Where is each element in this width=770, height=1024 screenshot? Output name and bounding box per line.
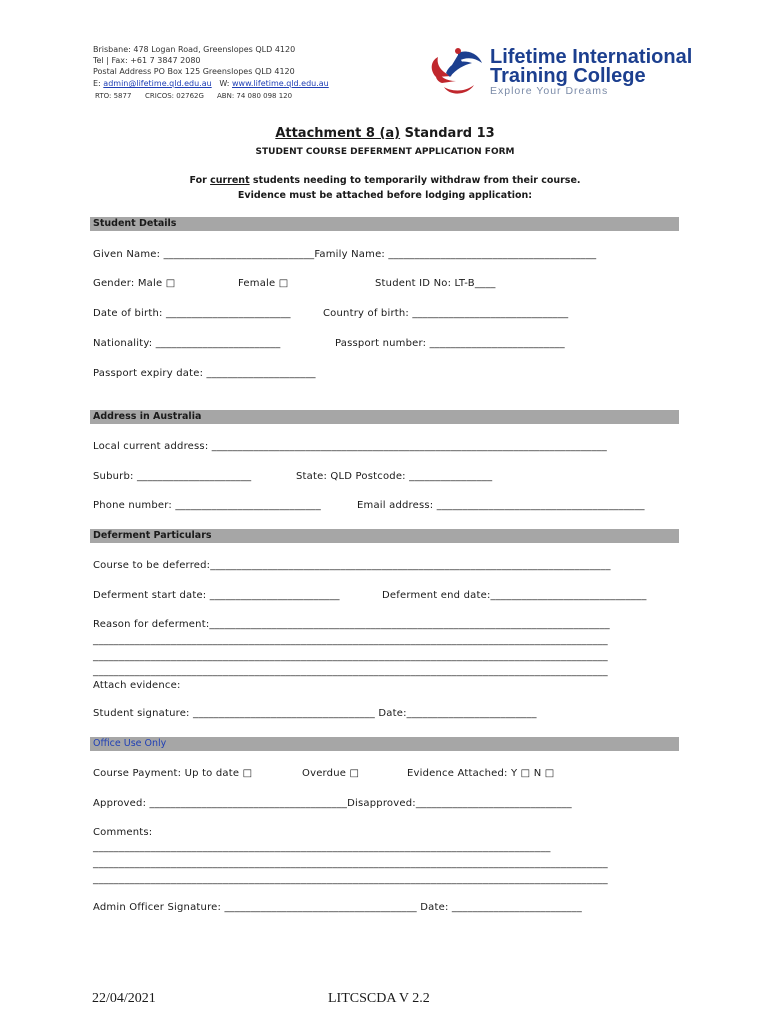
phone-fax: Tel | Fax: +61 7 3847 2080 xyxy=(93,56,201,65)
rto-number: RTO: 5877 xyxy=(95,92,132,100)
logo-name-line2: Training College xyxy=(490,65,646,87)
given-family-name-field[interactable]: Given Name: _____________________________Family Name: ________________________________________ xyxy=(93,249,597,260)
abn-number: ABN: 74 080 098 120 xyxy=(217,92,293,100)
website-link[interactable]: www.lifetime.qld.edu.au xyxy=(232,79,329,88)
deferment-start-field[interactable]: Deferment start date: _________________________ xyxy=(93,590,340,601)
instruction-suffix: students needing to temporarily withdraw from their course. xyxy=(249,175,581,186)
email-link[interactable]: admin@lifetime.qld.edu.au xyxy=(103,79,212,88)
section-student-details: Student Details xyxy=(90,217,679,231)
footer-version: LITCSCDA V 2.2 xyxy=(328,991,430,1006)
instruction-line-2: Evidence must be attached before lodging application: xyxy=(237,190,533,201)
comments-label: Comments: xyxy=(93,827,153,838)
postal-address: Postal Address PO Box 125 Greenslopes QLD 4120 xyxy=(93,67,295,76)
logo-name-line1: Lifetime International xyxy=(490,46,693,68)
cricos-number: CRICOS: 02762G xyxy=(145,92,204,100)
footer-date: 22/04/2021 xyxy=(92,991,156,1006)
payment-up-to-date-checkbox[interactable]: Course Payment: Up to date □ xyxy=(93,768,253,779)
comment-line[interactable]: ___________________________________________________________________________________________________ xyxy=(93,858,608,869)
reason-line[interactable]: ___________________________________________________________________________________________________ xyxy=(93,635,608,646)
attachment-label: Attachment 8 (a) xyxy=(275,126,401,141)
instruction-prefix: For xyxy=(189,175,211,186)
contact-links xyxy=(93,78,329,89)
college-logo-icon xyxy=(428,43,488,99)
payment-overdue-checkbox[interactable]: Overdue □ xyxy=(302,768,360,779)
logo-tagline: Explore Your Dreams xyxy=(490,85,609,97)
state-postcode-field[interactable]: State: QLD Postcode: ________________ xyxy=(296,471,493,482)
campus-address: Brisbane: 478 Logan Road, Greenslopes QLD 4120 xyxy=(93,45,296,54)
reason-line[interactable]: ___________________________________________________________________________________________________ xyxy=(93,651,608,662)
section-deferment: Deferment Particulars xyxy=(90,529,679,543)
web-prefix: W: xyxy=(219,79,232,88)
passport-number-field[interactable]: Passport number: __________________________ xyxy=(335,338,565,349)
form-subtitle: STUDENT COURSE DEFERMENT APPLICATION FORM xyxy=(255,147,515,157)
deferment-end-field[interactable]: Deferment end date:______________________________ xyxy=(382,590,647,601)
admin-signature-field[interactable]: Admin Officer Signature: _____________________________________ Date: _________________________ xyxy=(93,902,582,913)
country-of-birth-field[interactable]: Country of birth: ______________________________ xyxy=(323,308,569,319)
instruction-emphasis: current xyxy=(210,175,250,186)
date-of-birth-field[interactable]: Date of birth: ________________________ xyxy=(93,308,291,319)
comment-line[interactable]: ___________________________________________________________________________________________________ xyxy=(93,874,608,885)
gender-male-checkbox[interactable]: Gender: Male □ xyxy=(93,278,176,289)
attach-evidence-label: Attach evidence: xyxy=(93,680,181,691)
student-signature-field[interactable]: Student signature: ___________________________________ Date:_________________________ xyxy=(93,708,537,719)
phone-number-field[interactable]: Phone number: ____________________________ xyxy=(93,500,321,511)
gender-female-checkbox[interactable]: Female □ xyxy=(238,278,289,289)
suburb-field[interactable]: Suburb: ______________________ xyxy=(93,471,252,482)
reason-line[interactable]: ___________________________________________________________________________________________________ xyxy=(93,666,608,677)
evidence-attached-checkboxes[interactable]: Evidence Attached: Y □ N □ xyxy=(407,768,555,779)
student-id-field[interactable]: Student ID No: LT-B____ xyxy=(375,278,496,289)
standard-label: Standard 13 xyxy=(400,126,495,141)
course-deferred-field[interactable]: Course to be deferred:_____________________________________________________________________________ xyxy=(93,560,611,571)
reason-field[interactable]: Reason for deferment:_____________________________________________________________________________ xyxy=(93,619,610,630)
section-office-use: Office Use Only xyxy=(90,737,679,751)
page-title xyxy=(0,126,770,141)
section-address: Address in Australia xyxy=(90,410,679,424)
comment-line[interactable]: ________________________________________________________________________________________ xyxy=(93,842,551,853)
approved-disapproved-field[interactable]: Approved: ______________________________________Disapproved:______________________________ xyxy=(93,798,572,809)
email-prefix: E: xyxy=(93,79,104,88)
local-address-field[interactable]: Local current address: ____________________________________________________________________________ xyxy=(93,441,607,452)
nationality-field[interactable]: Nationality: ________________________ xyxy=(93,338,281,349)
passport-expiry-field[interactable]: Passport expiry date: _____________________ xyxy=(93,368,316,379)
email-address-field[interactable]: Email address: ________________________________________ xyxy=(357,500,645,511)
instruction-line-1 xyxy=(0,175,770,186)
